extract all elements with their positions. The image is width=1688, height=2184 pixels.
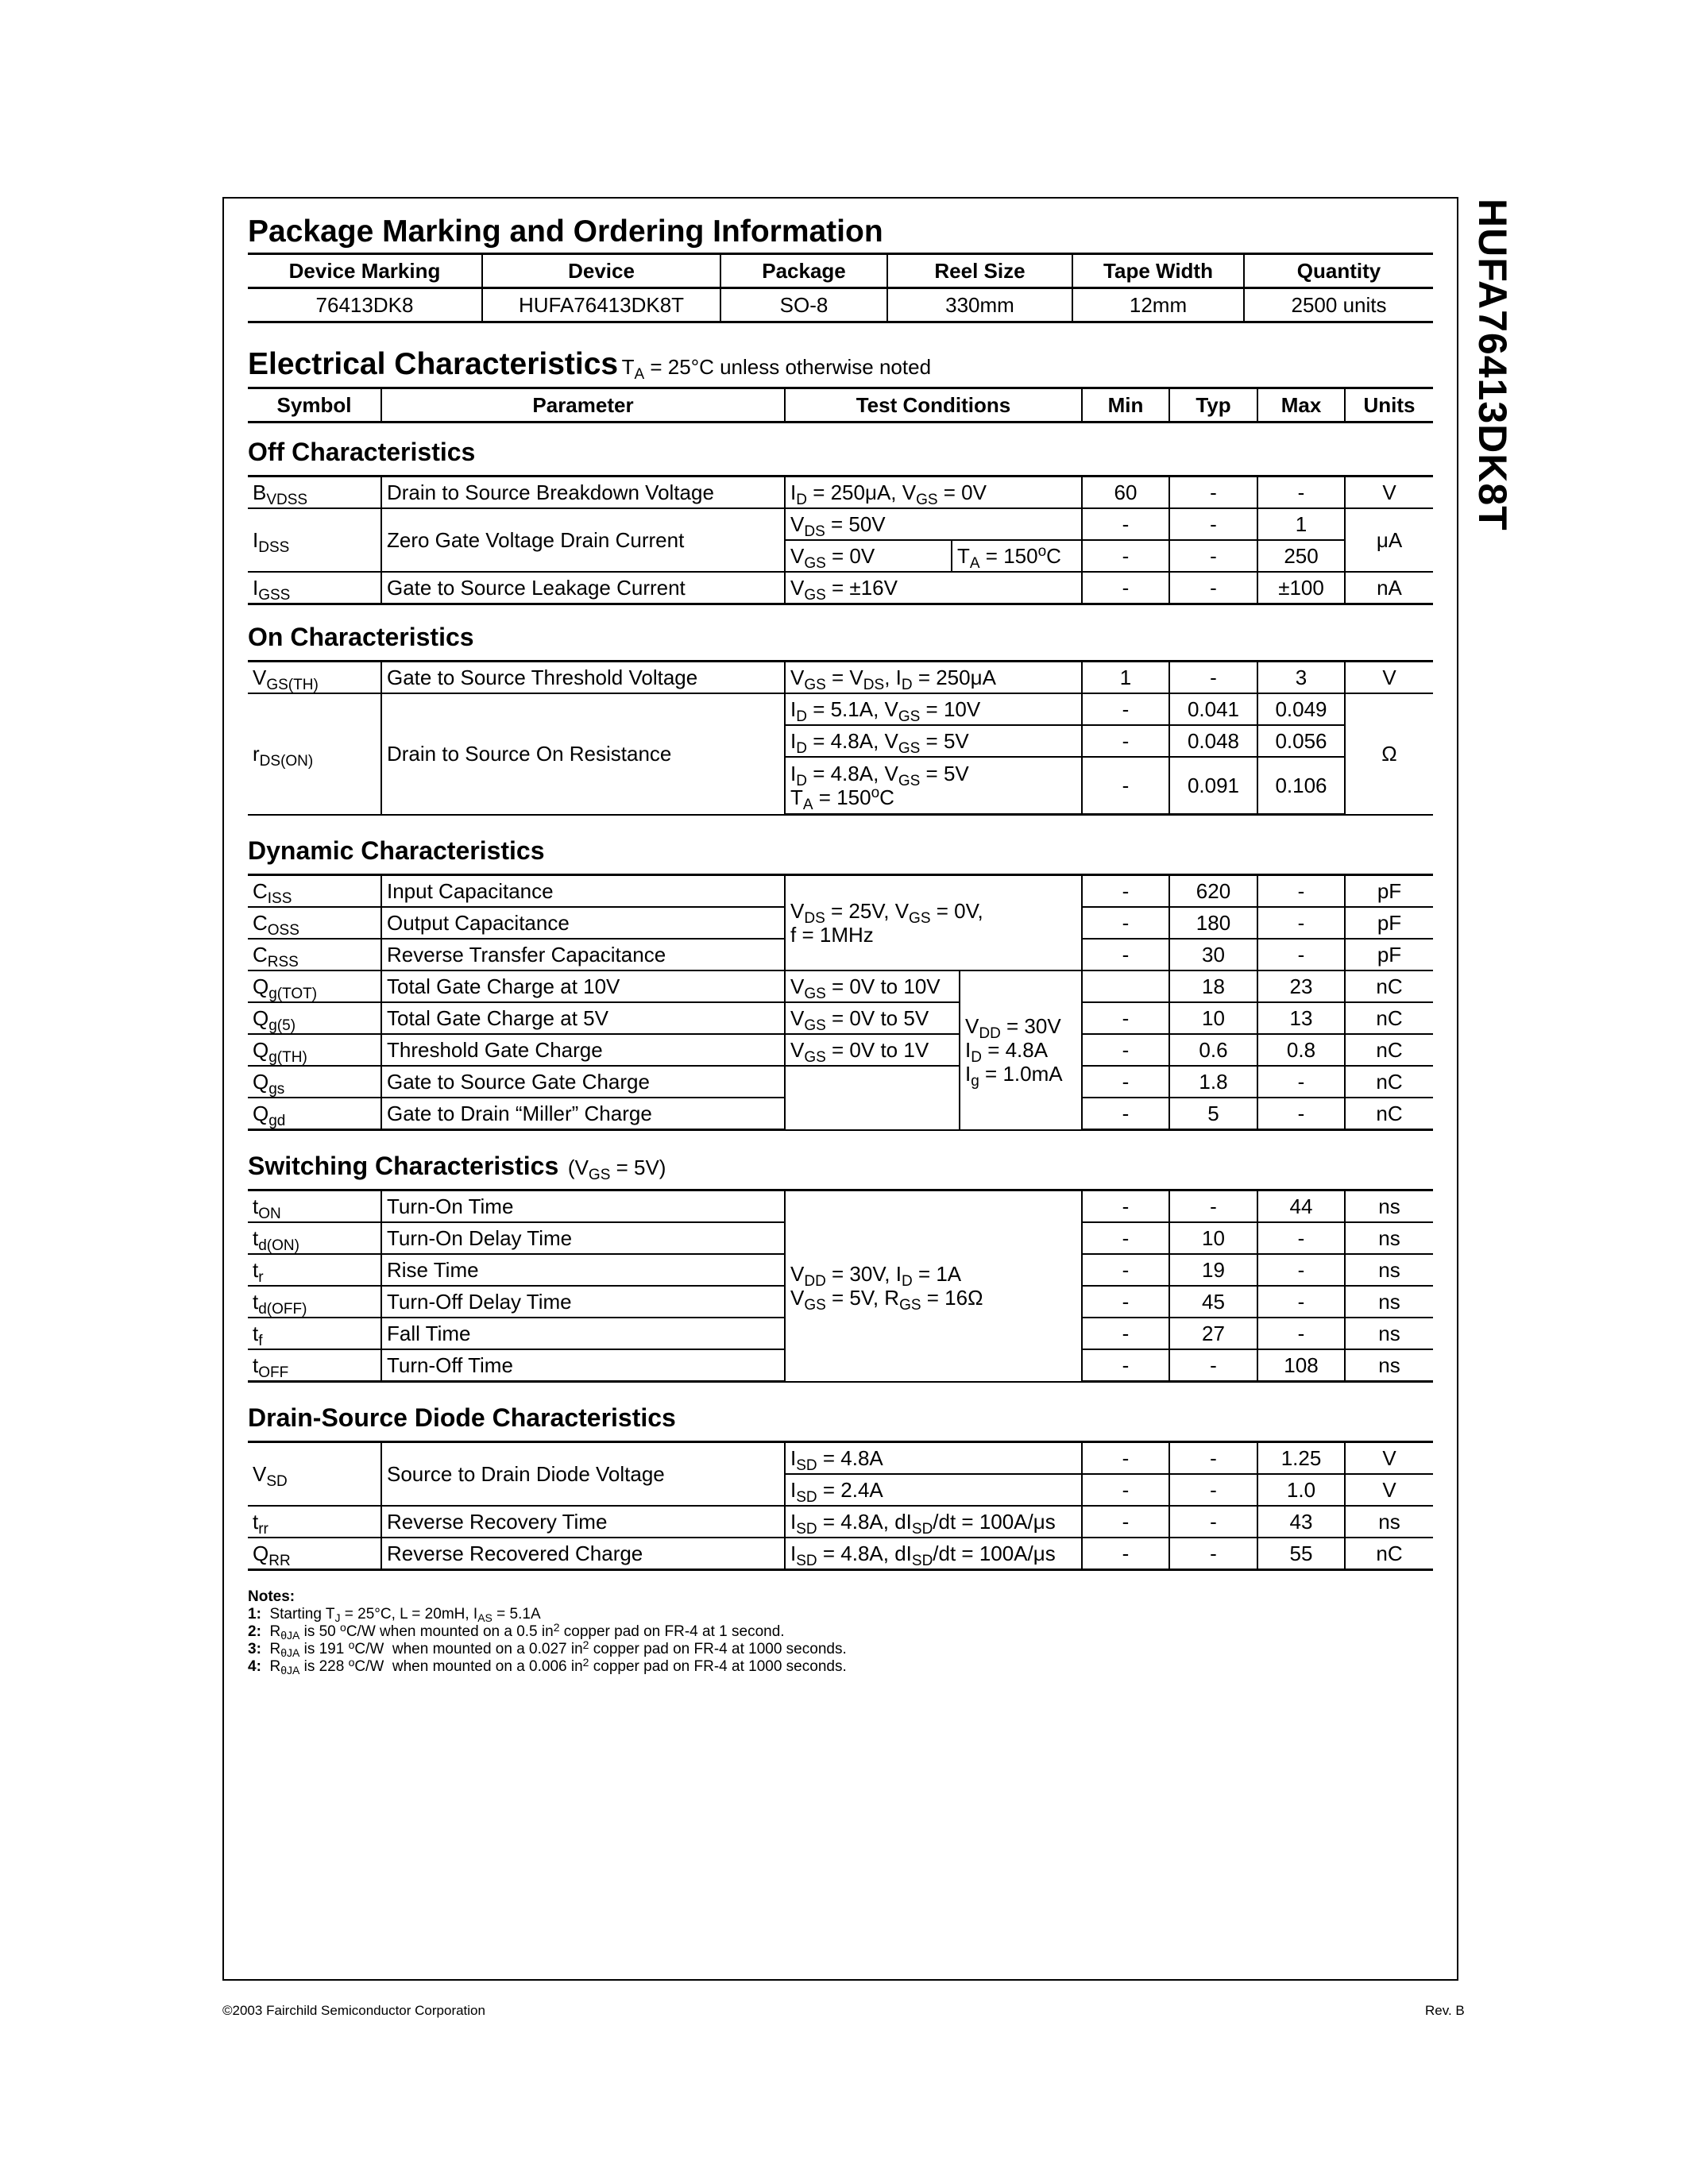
typ-cell: 18 — [1169, 970, 1257, 1002]
max-cell: 13 — [1257, 1002, 1345, 1034]
typ-cell: 45 — [1169, 1286, 1257, 1318]
unit-cell: nC — [1345, 970, 1433, 1002]
cond-cell: $V_{GS} = 0V$ to 10V — [785, 970, 960, 1002]
max-cell: - — [1257, 1318, 1345, 1349]
on-title: On Characteristics — [248, 623, 474, 651]
typ-cell: - — [1169, 477, 1257, 509]
max-cell: ±100 — [1257, 572, 1345, 604]
min-cell: - — [1082, 757, 1169, 815]
unit-cell: μA — [1345, 508, 1433, 572]
datasheet-content — [248, 208, 1433, 1676]
diode-table — [248, 1441, 1433, 1571]
cond-cell: $V_{DD} = 30V$ $I_D = 4.8A$ $I_g = 1.0mA$ — [960, 970, 1082, 1130]
cond-cell: $I_{SD} = 4.8A$ — [785, 1442, 1082, 1475]
min-cell: - — [1082, 1066, 1169, 1098]
table-row — [248, 1066, 1433, 1098]
min-cell: - — [1082, 1002, 1169, 1034]
param-cell: Fall Time — [381, 1318, 785, 1349]
param-cell: Threshold Gate Charge — [381, 1034, 785, 1066]
cond-cell: $I_{SD} = 2.4A$ — [785, 1474, 1082, 1506]
min-cell — [1082, 970, 1169, 1002]
cond-cell — [785, 1066, 960, 1130]
min-cell: - — [1082, 875, 1169, 908]
switching-table — [248, 1189, 1433, 1383]
param-cell: Reverse Recovered Charge — [381, 1538, 785, 1570]
table-row — [248, 693, 1433, 725]
unit-cell: ns — [1345, 1254, 1433, 1286]
max-cell: - — [1257, 1286, 1345, 1318]
unit-cell: nC — [1345, 1098, 1433, 1130]
param-cell: Turn-Off Delay Time — [381, 1286, 785, 1318]
table-row — [248, 1002, 1433, 1034]
symbol-cell: $t_{d(OFF)}$ — [248, 1286, 381, 1318]
cond-cell: $I_D = 4.8A$, $V_{GS} = 5V$ $T_A = 150^oC$ — [785, 757, 1082, 815]
cond-cell: $I_D = 5.1A$, $V_{GS} = 10V$ — [785, 693, 1082, 725]
note-2: 2: $R_{\theta JA}$ is 50 $^o$C/W when mounted on a 0.5 $in^2$ copper pad on FR-4 at 1 second. — [248, 1621, 785, 1642]
electrical-header-table — [248, 387, 1433, 423]
typ-cell: - — [1169, 572, 1257, 604]
symbol-cell: $t_r$ — [248, 1254, 381, 1286]
ordering-cell: HUFA76413DK8T — [482, 288, 720, 322]
typ-cell: 19 — [1169, 1254, 1257, 1286]
note-4: 4: $R_{\theta JA}$ is 228 $^o$C/W when mounted on a 0.006 $in^2$ copper pad on FR-4 at 1000 seconds. — [248, 1656, 847, 1677]
footer-revision: Rev. B — [1425, 2003, 1465, 2018]
max-cell: - — [1257, 875, 1345, 908]
table-row — [248, 572, 1433, 604]
symbol-cell: $t_{ON}$ — [248, 1190, 381, 1223]
cond-cell: $V_{GS} = 0V$ to 1V — [785, 1034, 960, 1066]
unit-cell: ns — [1345, 1286, 1433, 1318]
min-cell: - — [1082, 508, 1169, 540]
param-cell: Drain to Source On Resistance — [381, 693, 785, 815]
ordering-header: Package — [720, 254, 887, 288]
ordering-header: Tape Width — [1072, 254, 1244, 288]
unit-cell: nC — [1345, 1034, 1433, 1066]
param-cell: Drain to Source Breakdown Voltage — [381, 477, 785, 509]
col-header-typ: Typ — [1169, 388, 1257, 423]
cond-cell: $I_D = 250\mu A$, $V_{GS} = 0V$ — [785, 477, 1082, 509]
symbol-cell: $V_{SD}$ — [248, 1442, 381, 1507]
unit-cell: Ω — [1345, 693, 1433, 815]
min-cell: - — [1082, 693, 1169, 725]
min-cell: - — [1082, 1098, 1169, 1130]
param-cell: Reverse Recovery Time — [381, 1506, 785, 1538]
max-cell: - — [1257, 1098, 1345, 1130]
typ-cell: 10 — [1169, 1002, 1257, 1034]
notes-title: Notes: — [248, 1588, 295, 1605]
typ-cell: 0.048 — [1169, 725, 1257, 757]
typ-cell: - — [1169, 508, 1257, 540]
typ-cell: - — [1169, 662, 1257, 694]
typ-cell: 0.041 — [1169, 693, 1257, 725]
symbol-cell: $Q_{gs}$ — [248, 1066, 381, 1098]
typ-cell: - — [1169, 1538, 1257, 1570]
param-cell: Reverse Transfer Capacitance — [381, 939, 785, 970]
cond-cell: $I_D = 4.8A$, $V_{GS} = 5V$ — [785, 725, 1082, 757]
min-cell: - — [1082, 1034, 1169, 1066]
cond-cell: $V_{GS} = 0V$ to 5V — [785, 1002, 960, 1034]
symbol-cell: $t_f$ — [248, 1318, 381, 1349]
cond-cell: $V_{GS} = V_{DS}$, $I_D = 250\mu A$ — [785, 662, 1082, 694]
symbol-cell: $C_{ISS}$ — [248, 875, 381, 908]
symbol-cell: $C_{RSS}$ — [248, 939, 381, 970]
switching-title-line — [248, 1152, 1433, 1181]
min-cell: - — [1082, 939, 1169, 970]
min-cell: - — [1082, 1254, 1169, 1286]
param-cell: Gate to Drain “Miller” Charge — [381, 1098, 785, 1130]
off-table — [248, 475, 1433, 605]
ordering-header: Reel Size — [887, 254, 1072, 288]
ordering-header: Quantity — [1244, 254, 1433, 288]
max-cell: 250 — [1257, 540, 1345, 572]
unit-cell: pF — [1345, 939, 1433, 970]
param-cell: Input Capacitance — [381, 875, 785, 908]
ordering-row — [248, 288, 1433, 322]
max-cell: 44 — [1257, 1190, 1345, 1223]
symbol-cell: $I_{GSS}$ — [248, 572, 381, 604]
typ-cell: 1.8 — [1169, 1066, 1257, 1098]
max-cell: 0.049 — [1257, 693, 1345, 725]
param-cell: Gate to Source Threshold Voltage — [381, 662, 785, 694]
param-cell: Zero Gate Voltage Drain Current — [381, 508, 785, 572]
symbol-cell: $Q_{g(5)}$ — [248, 1002, 381, 1034]
max-cell: 1.25 — [1257, 1442, 1345, 1475]
max-cell: 108 — [1257, 1349, 1345, 1382]
min-cell: - — [1082, 1318, 1169, 1349]
cond-cell: $V_{GS} = \pm 16V$ — [785, 572, 1082, 604]
max-cell: 55 — [1257, 1538, 1345, 1570]
max-cell: - — [1257, 907, 1345, 939]
table-row — [248, 477, 1433, 509]
unit-cell: nC — [1345, 1538, 1433, 1570]
table-row — [248, 1190, 1433, 1223]
unit-cell: ns — [1345, 1222, 1433, 1254]
electrical-note: $T_A = 25^\circ C$ unless otherwise noted — [621, 355, 932, 383]
ordering-cell: 330mm — [887, 288, 1072, 322]
param-cell: Output Capacitance — [381, 907, 785, 939]
min-cell: - — [1082, 1442, 1169, 1475]
table-row — [248, 970, 1433, 1002]
symbol-cell: $Q_{RR}$ — [248, 1538, 381, 1570]
max-cell: 0.106 — [1257, 757, 1345, 815]
param-cell: Turn-On Delay Time — [381, 1222, 785, 1254]
col-header-symbol: Symbol — [248, 388, 381, 423]
col-header-max: Max — [1257, 388, 1345, 423]
min-cell: - — [1082, 540, 1169, 572]
param-cell: Gate to Source Gate Charge — [381, 1066, 785, 1098]
typ-cell: 620 — [1169, 875, 1257, 908]
symbol-cell: $Q_{g(TOT)}$ — [248, 970, 381, 1002]
typ-cell: - — [1169, 540, 1257, 572]
symbol-cell: $I_{DSS}$ — [248, 508, 381, 572]
ordering-table — [248, 253, 1433, 323]
min-cell: - — [1082, 572, 1169, 604]
unit-cell: nA — [1345, 572, 1433, 604]
unit-cell: nC — [1345, 1002, 1433, 1034]
min-cell: - — [1082, 1222, 1169, 1254]
switching-title: Switching Characteristics — [248, 1152, 559, 1180]
unit-cell: pF — [1345, 875, 1433, 908]
symbol-cell: $C_{OSS}$ — [248, 907, 381, 939]
unit-cell: pF — [1345, 907, 1433, 939]
param-cell: Rise Time — [381, 1254, 785, 1286]
electrical-title-line — [248, 347, 1433, 382]
param-cell: Gate to Source Leakage Current — [381, 572, 785, 604]
max-cell: 3 — [1257, 662, 1345, 694]
max-cell: 23 — [1257, 970, 1345, 1002]
footer-copyright: ©2003 Fairchild Semiconductor Corporation — [222, 2003, 485, 2018]
param-cell: Source to Drain Diode Voltage — [381, 1442, 785, 1507]
ordering-cell: 76413DK8 — [248, 288, 482, 322]
electrical-title: Electrical Characteristics — [248, 347, 619, 381]
max-cell: - — [1257, 1066, 1345, 1098]
unit-cell: ns — [1345, 1506, 1433, 1538]
typ-cell: 0.091 — [1169, 757, 1257, 815]
ordering-cell: SO-8 — [720, 288, 887, 322]
max-cell: - — [1257, 1222, 1345, 1254]
typ-cell: 180 — [1169, 907, 1257, 939]
table-row — [248, 1442, 1433, 1475]
min-cell: - — [1082, 1286, 1169, 1318]
unit-cell: nC — [1345, 1066, 1433, 1098]
cond-cell: $T_A = 150^oC$ — [952, 540, 1082, 572]
table-row — [248, 1506, 1433, 1538]
param-cell: Turn-Off Time — [381, 1349, 785, 1382]
cond-cell: $I_{SD} = 4.8A$, $dI_{SD}/dt = 100A/\mu s$ — [785, 1506, 1082, 1538]
typ-cell: 5 — [1169, 1098, 1257, 1130]
min-cell: - — [1082, 907, 1169, 939]
min-cell: - — [1082, 1474, 1169, 1506]
param-cell: Total Gate Charge at 5V — [381, 1002, 785, 1034]
diode-title: Drain-Source Diode Characteristics — [248, 1403, 676, 1432]
symbol-cell: $r_{DS(ON)}$ — [248, 693, 381, 815]
min-cell: 1 — [1082, 662, 1169, 694]
ordering-cell: 12mm — [1072, 288, 1244, 322]
switching-note: $(V_{GS} = 5V)$ — [562, 1156, 666, 1183]
max-cell: 0.8 — [1257, 1034, 1345, 1066]
note-3: 3: $R_{\theta JA}$ is 191 $^o$C/W when mounted on a 0.027 $in^2$ copper pad on FR-4 at 1000 seconds. — [248, 1638, 847, 1659]
col-header-test-conditions: Test Conditions — [785, 388, 1082, 423]
min-cell: - — [1082, 1190, 1169, 1223]
max-cell: 0.056 — [1257, 725, 1345, 757]
typ-cell: - — [1169, 1474, 1257, 1506]
param-cell: Turn-On Time — [381, 1190, 785, 1223]
typ-cell: 27 — [1169, 1318, 1257, 1349]
min-cell: - — [1082, 1538, 1169, 1570]
typ-cell: - — [1169, 1506, 1257, 1538]
unit-cell: V — [1345, 662, 1433, 694]
min-cell: - — [1082, 1506, 1169, 1538]
min-cell: - — [1082, 725, 1169, 757]
unit-cell: V — [1345, 477, 1433, 509]
min-cell: - — [1082, 1349, 1169, 1382]
symbol-cell: $B_{VDSS}$ — [248, 477, 381, 509]
table-row — [248, 508, 1433, 540]
symbol-cell: $t_{OFF}$ — [248, 1349, 381, 1382]
typ-cell: - — [1169, 1349, 1257, 1382]
cond-cell: $V_{DS} = 50V$ — [785, 508, 1082, 540]
dynamic-title: Dynamic Characteristics — [248, 836, 545, 865]
unit-cell: ns — [1345, 1190, 1433, 1223]
symbol-cell: $V_{GS(TH)}$ — [248, 662, 381, 694]
unit-cell: ns — [1345, 1318, 1433, 1349]
max-cell: 1.0 — [1257, 1474, 1345, 1506]
param-cell: Total Gate Charge at 10V — [381, 970, 785, 1002]
dynamic-table — [248, 874, 1433, 1131]
col-header-parameter: Parameter — [381, 388, 785, 423]
ordering-header: Device Marking — [248, 254, 482, 288]
typ-cell: 10 — [1169, 1222, 1257, 1254]
symbol-cell: $t_{rr}$ — [248, 1506, 381, 1538]
note-1: 1: Starting $T_J = 25^\circ C$, L = 20mH, $I_{AS} = 5.1A$ — [248, 1606, 541, 1624]
unit-cell: V — [1345, 1474, 1433, 1506]
typ-cell: - — [1169, 1190, 1257, 1223]
electrical-header-row — [248, 388, 1433, 423]
min-cell: 60 — [1082, 477, 1169, 509]
max-cell: 43 — [1257, 1506, 1345, 1538]
symbol-cell: $t_{d(ON)}$ — [248, 1222, 381, 1254]
typ-cell: 0.6 — [1169, 1034, 1257, 1066]
unit-cell: V — [1345, 1442, 1433, 1475]
typ-cell: 30 — [1169, 939, 1257, 970]
unit-cell: ns — [1345, 1349, 1433, 1382]
notes — [248, 1588, 1433, 1676]
on-table — [248, 660, 1433, 816]
ordering-header: Device — [482, 254, 720, 288]
table-row — [248, 1538, 1433, 1570]
col-header-min: Min — [1082, 388, 1169, 423]
ordering-cell: 2500 units — [1244, 288, 1433, 322]
max-cell: - — [1257, 939, 1345, 970]
table-row — [248, 662, 1433, 694]
ordering-header-row — [248, 254, 1433, 288]
table-row — [248, 875, 1433, 908]
typ-cell: - — [1169, 1442, 1257, 1475]
side-part-number: HUFA76413DK8T — [1470, 199, 1515, 531]
cond-cell: $V_{DS} = 25V$, $V_{GS} = 0V$, f = 1MHz — [785, 875, 1082, 971]
symbol-cell: $Q_{gd}$ — [248, 1098, 381, 1130]
ordering-title: Package Marking and Ordering Information — [248, 214, 883, 249]
col-header-units: Units — [1345, 388, 1433, 423]
max-cell: - — [1257, 477, 1345, 509]
max-cell: - — [1257, 1254, 1345, 1286]
max-cell: 1 — [1257, 508, 1345, 540]
cond-cell: $V_{GS} = 0V$ — [785, 540, 952, 572]
table-row — [248, 1034, 1433, 1066]
cond-cell: $I_{SD} = 4.8A$, $dI_{SD}/dt = 100A/\mu s$ — [785, 1538, 1082, 1570]
cond-cell: $V_{DD} = 30V$, $I_D = 1A$ $V_{GS} = 5V$, $R_{GS} = 16\Omega$ — [785, 1190, 1082, 1382]
off-title: Off Characteristics — [248, 438, 476, 466]
symbol-cell: $Q_{g(TH)}$ — [248, 1034, 381, 1066]
